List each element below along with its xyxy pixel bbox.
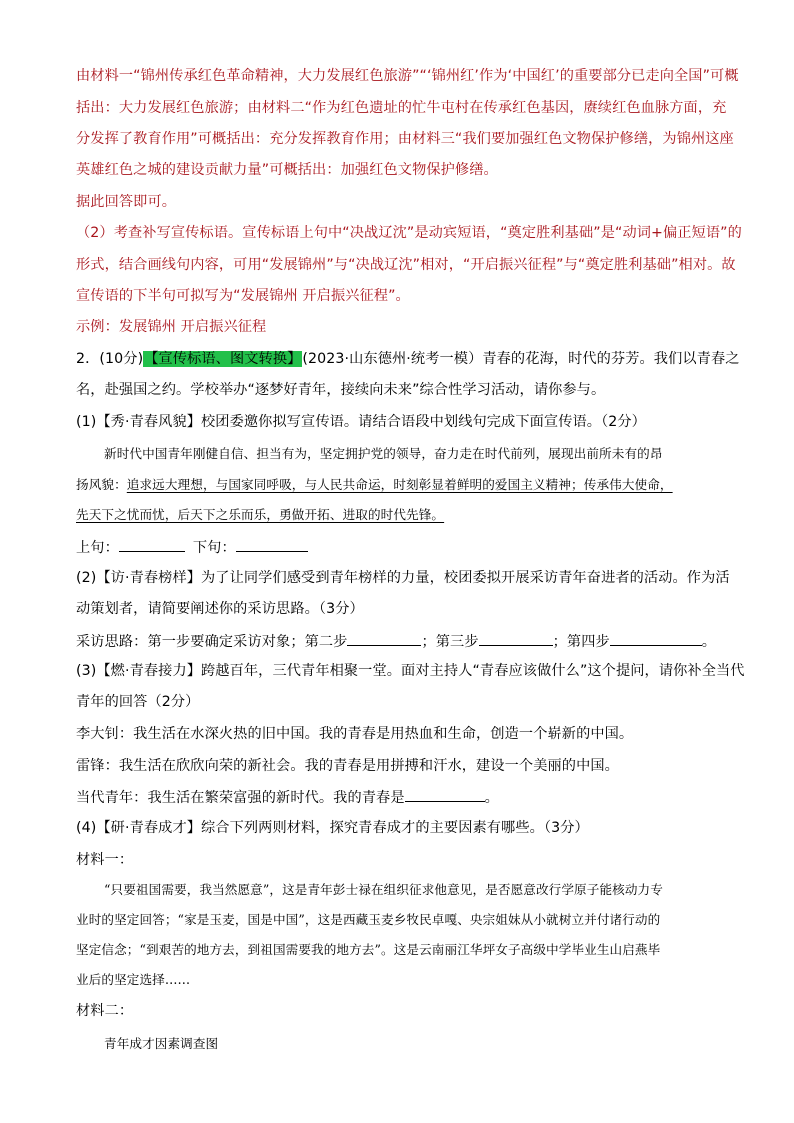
- youth-answer-prefix: 当代青年：我生活在繁荣富强的新时代。我的青春是: [76, 790, 405, 806]
- question-intro-2: 名，赴强国之约。学校举办“逐梦好青年，接续向未来”综合性学习活动，请你参与。: [76, 382, 606, 398]
- sub-question-2a: (2)【访·青春榜样】为了让同学们感受到青年榜样的力量，校团委拟开展采访青年奋进者的活动。作为活: [76, 570, 730, 586]
- question-tag: 【宣传标语、图文转换】: [144, 351, 302, 367]
- passage-line-2: [76, 475, 673, 495]
- dialogue-li-dazhao: 李大钊：我生活在水深火热的旧中国。我的青春是用热血和生命，创造一个崭新的中国。: [76, 726, 634, 742]
- step-4-blank[interactable]: [610, 631, 702, 646]
- material-1-line-2: 业时的坚定回答；“家是玉麦，国是中国”，这是西藏玉麦乡牧民卓嘎、央宗姐妹从小就树立并付诸行动的: [76, 912, 661, 927]
- material-1-line-3: 坚定信念；“到艰苦的地方去，到祖国需要我的地方去”。这是云南丽江华坪女子高级中学毕业生山启燕毕: [76, 942, 661, 957]
- step-3-blank[interactable]: [479, 631, 553, 646]
- answer-line-5: 据此回答即可。: [76, 194, 177, 210]
- question-2-header: [76, 349, 740, 369]
- underlined-sentence-cont: 先天下之忧而忧，后天下之乐而乐，勇做开拓、进取的时代先锋。: [76, 507, 445, 522]
- upper-label: 上句：: [76, 540, 119, 556]
- question-intro: (2023·山东德州·统考一模）青春的花海，时代的芬芳。我们以青春之: [302, 351, 740, 367]
- upper-blank[interactable]: [119, 537, 185, 552]
- answer-line-3: 分发挥了教育作用”可概括出：充分发挥教育作用；由材料三“我们要加强红色文物保护修缮，为锦州这座: [76, 131, 734, 147]
- sub-question-3b: 青年的回答（2分）: [76, 694, 200, 710]
- youth-answer-blank[interactable]: [405, 787, 485, 802]
- step-label-3: ；第三步: [421, 634, 479, 650]
- answer-line-7: 形式，结合画线句内容，可用“发展锦州”与“决战辽沈”相对，“开启振兴征程”与“奠定胜利基础”相对。故: [76, 257, 736, 273]
- sub-question-2b: 动策划者，请简要阐述你的采访思路。（3分）: [76, 601, 364, 617]
- answer-example: 示例：发展锦州 开启振兴征程: [76, 319, 267, 335]
- youth-answer-end: 。: [484, 790, 499, 806]
- passage-line-1: 新时代中国青年刚健自信、担当有为，坚定拥护党的领导，奋力走在时代前列，展现出前所未有的昂: [104, 446, 663, 461]
- chart-title: 青年成才因素调查图: [104, 1036, 219, 1051]
- lower-label: 下句：: [192, 540, 236, 556]
- step-label-1: 采访思路：第一步要确定采访对象；第二步: [76, 634, 348, 650]
- slogan-answer-line: [76, 537, 308, 558]
- dialogue-lei-feng: 雷锋：我生活在欣欣向荣的新社会。我的青春是用拼搏和汗水，建设一个美丽的中国。: [76, 758, 619, 774]
- passage-prefix: 扬风貌：: [76, 477, 127, 492]
- lower-blank[interactable]: [236, 537, 308, 552]
- underlined-sentence: 追求远大理想，与国家同呼吸，与人民共命运，时刻彰显着鲜明的爱国主义精神；传承伟大使命，: [126, 477, 673, 492]
- step-end: 。: [701, 634, 717, 650]
- passage-line-3: [76, 505, 444, 525]
- interview-steps-line: [76, 631, 716, 652]
- material-1-label: 材料一：: [76, 852, 134, 868]
- answer-line-1: 由材料一“锦州传承红色革命精神，大力发展红色旅游”“‘锦州红’作为‘中国红’的重要部分已走向全国”可概: [76, 68, 739, 84]
- material-2-label: 材料二：: [76, 1003, 134, 1019]
- answer-line-6: （2）考查补写宣传标语。宣传标语上句中“决战辽沈”是动宾短语，“奠定胜利基础”是“动词+偏正短语”的: [76, 225, 742, 241]
- sub-question-3a: (3)【燃·青春接力】跨越百年，三代青年相聚一堂。面对主持人“青春应该做什么”这个提问，请你补全当代: [76, 663, 745, 679]
- dialogue-contemporary-youth: [76, 787, 499, 808]
- question-number: 2．(10分): [76, 351, 144, 367]
- material-1-line-1: “只要祖国需要，我当然愿意”，这是青年彭士禄在组织征求他意见，是否愿意改行学原子能核动力专: [104, 882, 663, 897]
- answer-line-8: 宣传语的下半句可拟写为“发展锦州 开启振兴征程”。: [76, 288, 410, 304]
- step-2-blank[interactable]: [347, 631, 421, 646]
- material-1-line-4: 业后的坚定选择……: [76, 972, 191, 987]
- answer-line-2: 括出：大力发展红色旅游；由材料二“作为红色遗址的忙牛屯村在传承红色基因，赓续红色血脉方面，充: [76, 100, 727, 116]
- step-label-4: ；第四步: [552, 634, 610, 650]
- sub-question-1: (1)【秀·青春风貌】校团委邀你拟写宣传语。请结合语段中划线句完成下面宣传语。（2分）: [76, 414, 646, 430]
- answer-line-4: 英雄红色之城的建设贡献力量”可概括出：加强红色文物保护修缮。: [76, 162, 498, 178]
- sub-question-4: (4)【研·青春成才】综合下列两则材料，探究青春成才的主要因素有哪些。（3分）: [76, 820, 589, 836]
